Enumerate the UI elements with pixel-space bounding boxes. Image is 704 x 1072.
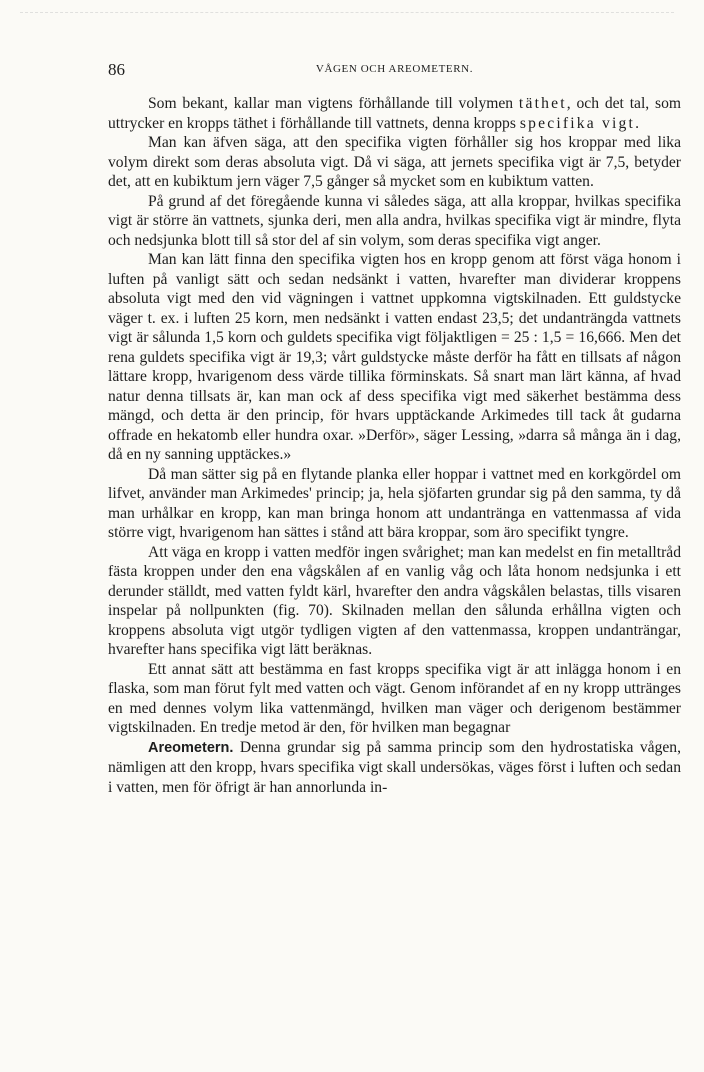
paragraph xyxy=(108,192,681,251)
section-heading-areometern: Areometern. xyxy=(148,739,234,756)
text-segment: Då man sätter sig på en flytande planka eller hoppar i vattnet med en korkgördel om lifvet, använder man Arkimedes' princip; ja, hela sjöfarten grundar sig på den samma, ty då man urhålkar en kropp, kan man bringa honom att undantränga en vattenmassa af vida större vigt, hvarigenom han sättes i stånd att bära kroppar, som äro specifikt tyngre. xyxy=(108,465,681,541)
book-page xyxy=(108,60,681,797)
text-segment: Att väga en kropp i vatten medför ingen svårighet; man kan medelst en fin metalltråd fästa kroppen under den ena vågskålen af en vanlig våg och låta honom nedsjunka i ett derunder ställdt, med vatten fyldt kärl, hvarefter den andra vågskålen belastas, tills visaren inspelar på nollpunkten (fig. 70). Skilnaden mellan den sålunda erhållna vigten och kroppens absoluta vigt utgör tydligen vigten af den vattenmassa, kroppen undanträngar, hvarefter hans specifika vigt lätt beräknas. xyxy=(108,543,681,658)
text-segment: Denna grundar sig på samma princip som den hydrostatiska vågen, nämligen att den kropp, hvars specifika vigt skall undersökas, väges först i luften och sedan i vatten, men för öfrigt är han annorlunda in- xyxy=(108,738,681,796)
text-segment: Ett annat sätt att bestämma en fast kropps specifika vigt är att inlägga honom i en flaska, som man förut fylt med vatten och vägt. Genom införandet af en ny kropp uttränges en med dennes volym lika vattenmängd, hvilken man väger och derigenom bestämmer vigtskilnaden. En tredje metod är den, för hvilken man begagnar xyxy=(108,660,681,736)
text-segment: Man kan äfven säga, att den specifika vigten förhåller sig hos kroppar med lika volym direkt som deras absoluta vigt. Då vi säga, att jernets specifika vigt är 7,5, betyder det, att en kubiktum jern väger 7,5 gånger så mycket som en kubiktum vatten. xyxy=(108,134,681,190)
text-segment: , och det tal, som uttrycker en kropps täthet i förhållande till vattnets, denna kropps xyxy=(108,95,681,132)
scan-border-line xyxy=(20,12,674,13)
spaced-term-tathet: täthet xyxy=(518,95,567,112)
page-header xyxy=(108,60,681,82)
page-number: 86 xyxy=(108,60,125,79)
paragraph xyxy=(108,94,681,133)
text-segment: På grund af det föregående kunna vi således säga, att alla kroppar, hvilkas specifika vigt är större än vattnets, sjunka deri, men alla andra, hvilkas specifika vigt är mindre, flyta och nedsjunka blott till så stor del af sin volym, som deras specifika vigt anger. xyxy=(108,192,681,249)
paragraph xyxy=(108,465,681,543)
spaced-term-specifika-vigt: specifika vigt xyxy=(519,114,636,132)
paragraph xyxy=(108,133,681,192)
text-segment: Som bekant, kallar man vigtens förhållande till volymen xyxy=(148,95,519,112)
text-segment: . xyxy=(635,114,639,132)
text-segment: Man kan lätt finna den specifika vigten hos en kropp genom att först väga honom i luften på vanligt sätt och sedan nedsänkt i vatten, hvarefter man dividerar kroppens absoluta vigt med den vid vägningen i vattnet uppkomna vigtskilnaden. Ett guldstycke väger t. ex. i luften 25 korn, men nedsänkt i vatten endast 23,5; det undanträngda vattnets vigt är sålunda 1,5 korn och guldets specifika vigt följaktligen = 25 : 1,5 = 16,666. Men det rena guldets specifika vigt är 19,3; vårt guldstycke måste derför ha fått en tillsats af någon lättare kropp, hvarigenom dess värde tillika förminskats. Så snart man lärt känna, af hvad natur denna tillsats är, kan man ock af dess specifika vigt med säkerhet bestämma dess mängd, och detta är den princip, för hvars upptäckande Arkimedes till tack åt gudarna offrade en hekatomb eller hundra oxar. »Derför», säger Lessing, »darra så många än i dag, då en ny sanning upptäckes.» xyxy=(108,251,681,463)
body-text xyxy=(108,94,681,797)
paragraph xyxy=(108,660,681,738)
paragraph xyxy=(108,738,681,798)
paragraph xyxy=(108,250,681,465)
paragraph xyxy=(108,543,681,660)
running-head: VÅGEN OCH AREOMETERN. xyxy=(315,63,474,75)
